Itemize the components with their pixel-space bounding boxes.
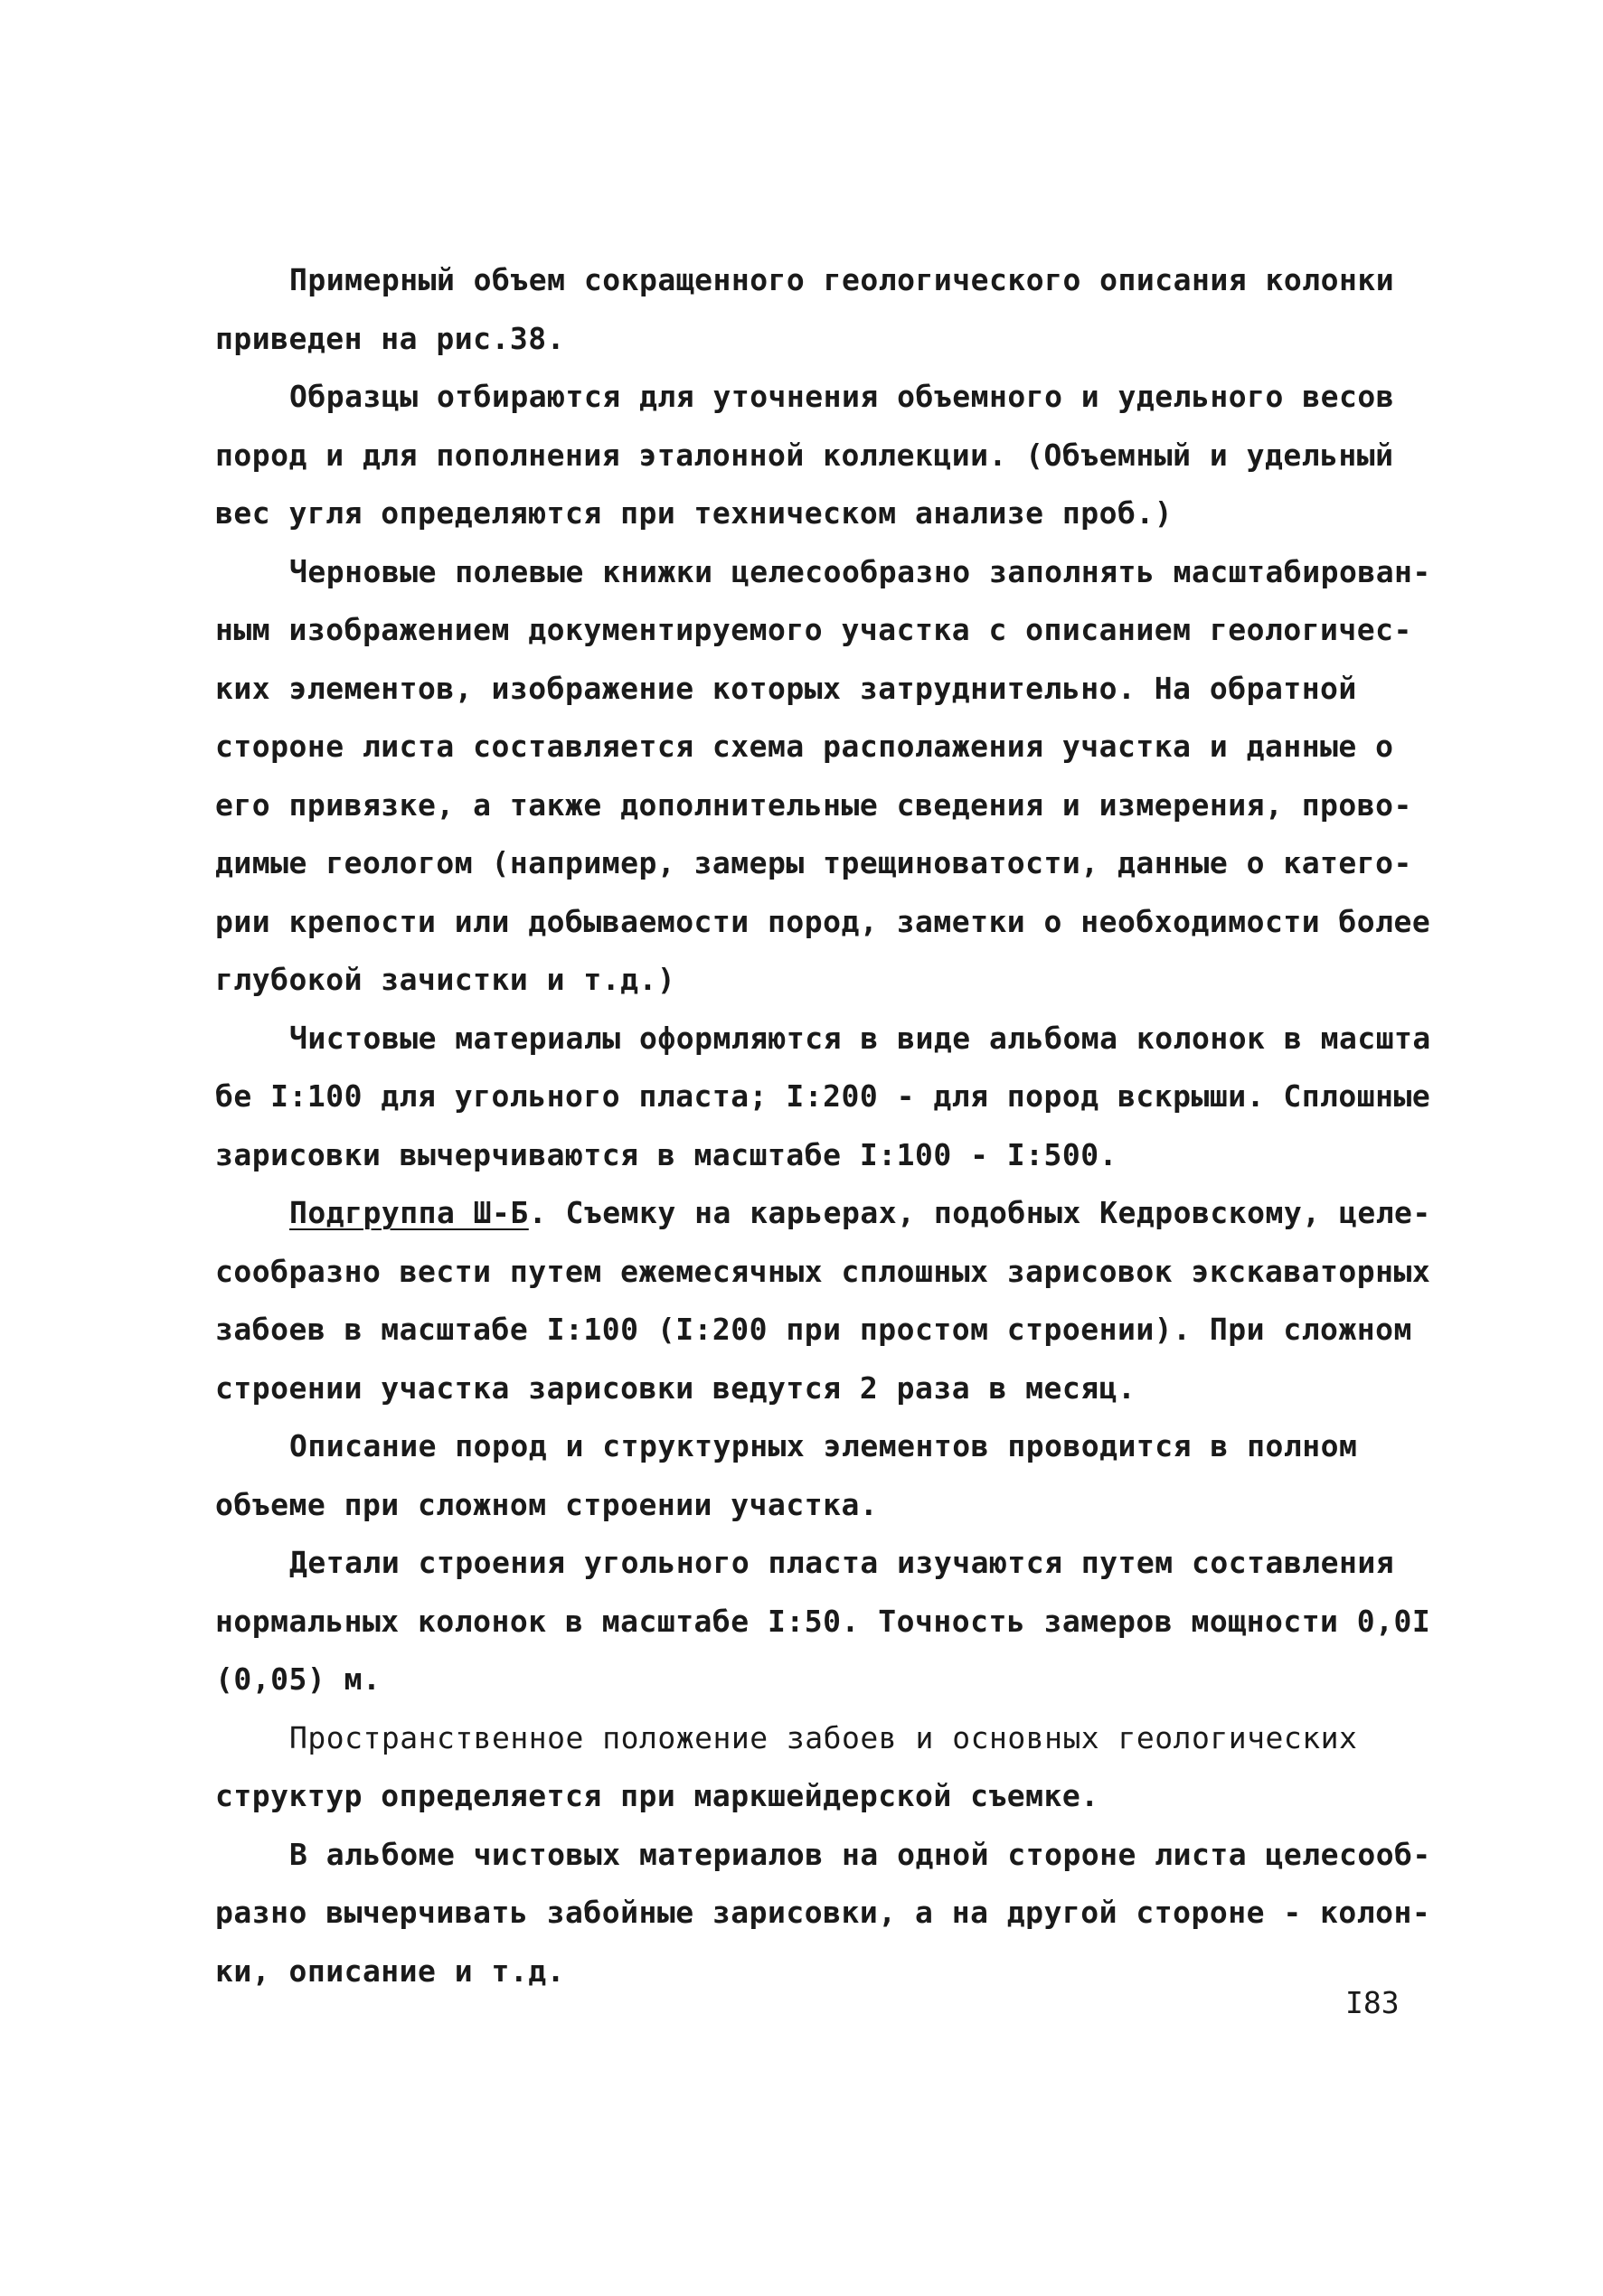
subgroup-heading: Подгруппа Ш-Б: [289, 1195, 529, 1230]
text-line: ких элементов, изображение которых затруднительно. На обратной: [215, 670, 1357, 706]
text-line: вес угля определяются при техническом анализе проб.): [215, 495, 1174, 531]
text-line: приведен на рис.38.: [215, 320, 565, 356]
text-line: Пространственное положение забоев и основных геологических: [289, 1719, 1358, 1755]
text-line: сообразно вести путем ежемесячных сплошных зарисовок экскаваторных: [215, 1253, 1431, 1289]
text-line: В альбоме чистовых материалов на одной стороне листа целесооб-: [289, 1836, 1431, 1872]
text-line: димые геологом (например, замеры трещиноватости, данные о катего-: [215, 845, 1412, 880]
text-line: нормальных колонок в масштабе I:50. Точность замеров мощности 0,0I: [215, 1603, 1431, 1639]
text-line: Черновые полевые книжки целесообразно заполнять масштабирован-: [289, 553, 1431, 589]
text-line: структур определяется при маркшейдерской съемке.: [215, 1778, 1099, 1813]
text-line-rest: . Съемку на карьерах, подобных Кедровскому, целе-: [528, 1195, 1431, 1230]
text-line: объеме при сложном строении участка.: [215, 1486, 879, 1522]
text-line: бе I:100 для угольного пласта; I:200 - для пород вскрыши. Сплошные: [215, 1078, 1431, 1114]
text-line: пород и для пополнения эталонной коллекции. (Объемный и удельный: [215, 437, 1394, 473]
text-line: (0,05) м.: [215, 1661, 382, 1697]
text-line: забоев в масштабе I:100 (I:200 при простом строении). При сложном: [215, 1312, 1412, 1347]
text-line: зарисовки вычерчиваются в масштабе I:100 - I:500.: [215, 1136, 1118, 1172]
text-line: глубокой зачистки и т.д.): [215, 962, 676, 997]
page-number: I83: [1345, 1985, 1400, 2020]
text-line: его привязке, а также дополнительные сведения и измерения, прово-: [215, 786, 1412, 823]
text-line: Детали строения угольного пласта изучаются путем составления: [289, 1545, 1395, 1580]
text-line: Примерный объем сокращенного геологического описания колонки: [289, 262, 1395, 297]
text-line: разно вычерчивать забойные зарисовки, а на другой стороне - колон-: [215, 1895, 1431, 1930]
text-line: Описание пород и структурных элементов проводится в полном: [289, 1428, 1358, 1463]
text-line: [215, 1184, 1431, 1243]
text-line: ным изображением документируемого участка с описанием геологичес-: [215, 612, 1412, 647]
body-text: [215, 251, 1431, 2000]
text-line: стороне листа составляется схема располажения участка и данные о: [215, 729, 1394, 764]
text-line: Чистовые материалы оформляются в виде альбома колонок в масшта: [289, 1020, 1431, 1056]
text-line: строении участка зарисовки ведутся 2 раза в месяц.: [215, 1369, 1136, 1406]
text-line: Образцы отбираются для уточнения объемного и удельного весов: [289, 379, 1395, 414]
text-line: ки, описание и т.д.: [215, 1953, 565, 1989]
text-line: рии крепости или добываемости пород, заметки о необходимости более: [215, 903, 1431, 939]
